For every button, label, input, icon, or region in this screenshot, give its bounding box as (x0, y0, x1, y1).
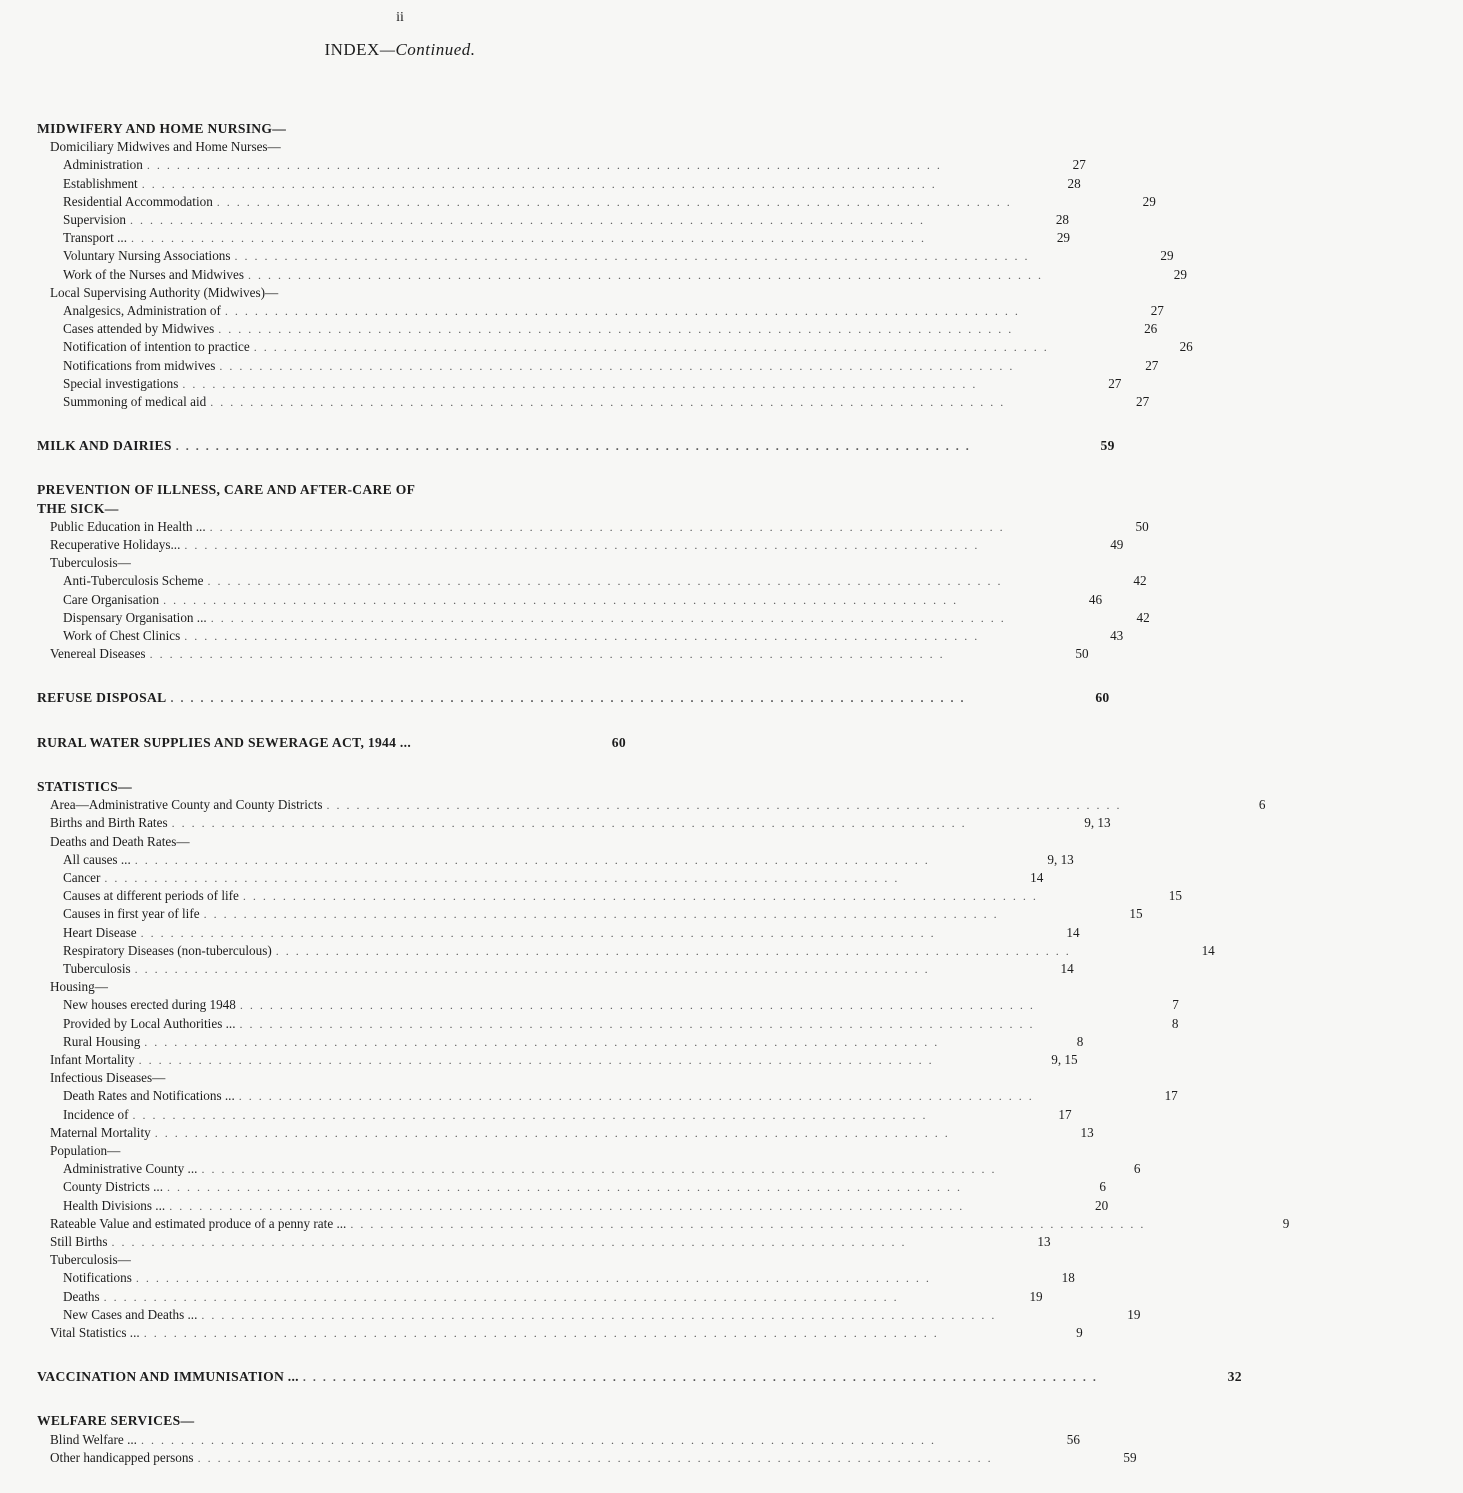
section-heading (0, 120, 800, 138)
section-heading (0, 778, 800, 796)
index-entry-label: Domiciliary Midwives and Home Nurses— (50, 139, 281, 155)
leader-dots: . . . . . . . . . . . . . . . . . . . . . . . . . . . . . . . . . . . . . . . . . . . . . . . . . . . . . . . . . . . . . . . . . . . . . . . . . . . . . . . . (239, 998, 1035, 1013)
index-entry-label: Other handicapped persons (50, 1449, 194, 1465)
index-entry-label: Respiratory Diseases (non-tuberculous) (63, 942, 272, 958)
index-entry (0, 1087, 1178, 1105)
index-entry (0, 1449, 1137, 1467)
index-entry-page: 14 (1066, 924, 1080, 940)
index-entry (0, 1197, 1109, 1215)
index-entry-page: 6 (1133, 1161, 1141, 1177)
page-title (0, 40, 800, 60)
index-entry-page: 9, 13 (1084, 815, 1111, 831)
index-entry (0, 1251, 800, 1269)
index-entry (0, 1288, 1043, 1306)
index-entry-label: Infectious Diseases— (50, 1070, 166, 1086)
index-entry-label: Analgesics, Administration of (63, 303, 221, 319)
leader-dots: . . . . . . . . . . . . . . . . . . . . . . . . . . . . . . . . . . . . . . . . . . . . . . . . . . . . . . . . . . . . . . . . . . . . . . . . . . . . . . . . (170, 691, 966, 706)
leader-dots: . . . . . . . . . . . . . . . . . . . . . . . . . . . . . . . . . . . . . . . . . . . . . . . . . . . . . . . . . . . . . . . . . . . . . . . . . . . . . . . . (201, 1162, 997, 1177)
index-entry-label: Maternal Mortality (50, 1124, 151, 1140)
leader-dots: . . . . . . . . . . . . . . . . . . . . . . . . . . . . . . . . . . . . . . . . . . . . . . . . . . . . . . . . . . . . . . . . . . . . . . . . . . . . . . . . (239, 1016, 1035, 1031)
index-entry (0, 869, 1044, 887)
index-entry-page: 29 (1142, 193, 1156, 209)
index-entry (0, 905, 1143, 923)
index-entry-label: Still Births (50, 1233, 108, 1249)
leader-dots: . . . . . . . . . . . . . . . . . . . . . . . . . . . . . . . . . . . . . . . . . . . . . . . . . . . . . . . . . . . . . . . . . . . . . . . . . . . . . . . . (350, 1216, 1146, 1231)
section-heading (0, 689, 1110, 707)
index-section (0, 1412, 1137, 1467)
index-entry-label: Work of the Nurses and Midwives (63, 266, 244, 282)
index-entry-label: Tuberculosis— (50, 555, 131, 571)
index-entry (0, 393, 1150, 411)
index-entry-page: 15 (1129, 906, 1143, 922)
index-entry-label: Causes in first year of life (63, 906, 200, 922)
index-entry (0, 1306, 1141, 1324)
section-heading-page: 59 (1100, 438, 1115, 454)
section-heading (0, 734, 800, 752)
index-title-main: INDEX (324, 40, 380, 59)
leader-dots: . . . . . . . . . . . . . . . . . . . . . . . . . . . . . . . . . . . . . . . . . . . . . . . . . . . . . . . . . . . . . . . . . . . . . . . . . . . . . . . . (167, 1180, 963, 1195)
leader-dots: . . . . . . . . . . . . . . . . . . . . . . . . . . . . . . . . . . . . . . . . . . . . . . . . . . . . . . . . . . . . . . . . . . . . . . . . . . . . . . . . (140, 1432, 936, 1447)
leader-dots: . . . . . . . . . . . . . . . . . . . . . . . . . . . . . . . . . . . . . . . . . . . . . . . . . . . . . . . . . . . . . . . . . . . . . . . . . . . . . . . . (149, 647, 945, 662)
index-entry-label: Voluntary Nursing Associations (63, 248, 231, 264)
index-entry (0, 1033, 1084, 1051)
leader-dots: . . . . . . . . . . . . . . . . . . . . . . . . . . . . . . . . . . . . . . . . . . . . . . . . . . . . . . . . . . . . . . . . . . . . . . . . . . . . . . . . (182, 376, 978, 391)
index-entry (0, 536, 1124, 554)
index-entry-page: 27 (1108, 375, 1122, 391)
index-entry (0, 518, 1149, 536)
index-entry-label: Tuberculosis (63, 960, 131, 976)
index-entry-label: Recuperative Holidays... (50, 537, 181, 553)
index-entry (0, 320, 1158, 338)
leader-dots: . . . . . . . . . . . . . . . . . . . . . . . . . . . . . . . . . . . . . . . . . . . . . . . . . . . . . . . . . . . . . . . . . . . . . . . . . . . . . . . . (216, 194, 1012, 209)
section-heading-page: 60 (611, 734, 626, 750)
index-entry-label: Venereal Diseases (50, 646, 146, 662)
index-entry (0, 572, 1147, 590)
index-entry-label: Rateable Value and estimated produce of a penny rate ... (50, 1215, 347, 1231)
leader-dots: . . . . . . . . . . . . . . . . . . . . . . . . . . . . . . . . . . . . . . . . . . . . . . . . . . . . . . . . . . . . . . . . . . . . . . . . . . . . . . . . (219, 358, 1015, 373)
index-entry-label: Anti-Tuberculosis Scheme (63, 573, 204, 589)
leader-dots: . . . . . . . . . . . . . . . . . . . . . . . . . . . . . . . . . . . . . . . . . . . . . . . . . . . . . . . . . . . . . . . . . . . . . . . . . . . . . . . . (247, 267, 1043, 282)
section-heading-page: 32 (1227, 1369, 1242, 1385)
leader-dots: . . . . . . . . . . . . . . . . . . . . . . . . . . . . . . . . . . . . . . . . . . . . . . . . . . . . . . . . . . . . . . . . . . . . . . . . . . . . . . . . (203, 907, 999, 922)
leader-dots: . . . . . . . . . . . . . . . . . . . . . . . . . . . . . . . . . . . . . . . . . . . . . . . . . . . . . . . . . . . . . . . . . . . . . . . . . . . . . . . . (135, 1271, 931, 1286)
index-entry-page: 42 (1133, 573, 1147, 589)
index-entry-label: Area—Administrative County and County Districts (50, 797, 323, 813)
index-entry-page: 27 (1145, 357, 1159, 373)
index-entry (0, 1160, 1141, 1178)
leader-dots: . . . . . . . . . . . . . . . . . . . . . . . . . . . . . . . . . . . . . . . . . . . . . . . . . . . . . . . . . . . . . . . . . . . . . . . . . . . . . . . . (132, 1107, 928, 1122)
index-entry-page: 8 (1076, 1033, 1084, 1049)
leader-dots: . . . . . . . . . . . . . . . . . . . . . . . . . . . . . . . . . . . . . . . . . . . . . . . . . . . . . . . . . . . . . . . . . . . . . . . . . . . . . . . . (138, 1052, 934, 1067)
index-entry (0, 1051, 1078, 1069)
index-entry-label: Causes at different periods of life (63, 888, 239, 904)
section-heading-label: WELFARE SERVICES— (37, 1413, 195, 1429)
leader-dots: . . . . . . . . . . . . . . . . . . . . . . . . . . . . . . . . . . . . . . . . . . . . . . . . . . . . . . . . . . . . . . . . . . . . . . . . . . . . . . . . (209, 519, 1005, 534)
index-entry-label: Local Supervising Authority (Midwives)— (50, 284, 279, 300)
index-list (0, 120, 1290, 1493)
leader-dots: . . . . . . . . . . . . . . . . . . . . . . . . . . . . . . . . . . . . . . . . . . . . . . . . . . . . . . . . . . . . . . . . . . . . . . . . . . . . . . . . (103, 1289, 899, 1304)
index-section (0, 778, 1290, 1342)
section-heading: PREVENTION OF ILLNESS, CARE AND AFTER-CARE OF (37, 482, 416, 498)
index-entry (0, 924, 1080, 942)
index-entry-page: 29 (1056, 230, 1070, 246)
index-entry-label: Notifications (63, 1270, 132, 1286)
index-entry (0, 1106, 1072, 1124)
leader-dots: . . . . . . . . . . . . . . . . . . . . . . . . . . . . . . . . . . . . . . . . . . . . . . . . . . . . . . . . . . . . . . . . . . . . . . . . . . . . . . . . (163, 592, 959, 607)
index-entry-label: Work of Chest Clinics (63, 628, 181, 644)
index-entry-page: 19 (1029, 1288, 1043, 1304)
index-entry-label: Deaths (63, 1288, 100, 1304)
index-entry-page: 14 (1060, 960, 1074, 976)
index-entry-label: Death Rates and Notifications ... (63, 1088, 235, 1104)
index-entry-page: 9 (1282, 1215, 1290, 1231)
index-entry (0, 1431, 1080, 1449)
leader-dots: . . . . . . . . . . . . . . . . . . . . . . . . . . . . . . . . . . . . . . . . . . . . . . . . . . . . . . . . . . . . . . . . . . . . . . . . . . . . . . . . (111, 1234, 907, 1249)
index-entry-label: Supervision (63, 212, 127, 228)
index-entry-label: Notifications from midwives (63, 357, 216, 373)
leader-dots: . . . . . . . . . . . . . . . . . . . . . . . . . . . . . . . . . . . . . . . . . . . . . . . . . . . . . . . . . . . . . . . . . . . . . . . . . . . . . . . . (253, 340, 1049, 355)
index-entry-label: County Districts ... (63, 1179, 164, 1195)
index-entry (0, 887, 1182, 905)
index-entry (0, 1124, 1094, 1142)
index-entry-label: Population— (50, 1142, 121, 1158)
section-heading (0, 1368, 1242, 1386)
index-entry-label: Heart Disease (63, 924, 137, 940)
index-entry-label: Administrative County ... (63, 1161, 198, 1177)
index-entry (0, 211, 1070, 229)
index-title-continued: —Continued. (379, 40, 476, 59)
index-entry-page: 49 (1110, 537, 1124, 553)
index-entry (0, 996, 1179, 1014)
leader-dots: . . . . . . . . . . . . . . . . . . . . . . . . . . . . . . . . . . . . . . . . . . . . . . . . . . . . . . . . . . . . . . . . . . . . . . . . . . . . . . . . (207, 574, 1003, 589)
section-heading (0, 1412, 800, 1430)
index-entry-page: 9, 15 (1051, 1051, 1078, 1067)
index-entry-label: Dispensary Organisation ... (63, 609, 207, 625)
index-entry-page: 19 (1127, 1306, 1141, 1322)
index-entry-page: 50 (1075, 646, 1089, 662)
leader-dots: . . . . . . . . . . . . . . . . . . . . . . . . . . . . . . . . . . . . . . . . . . . . . . . . . . . . . . . . . . . . . . . . . . . . . . . . . . . . . . . . (146, 158, 942, 173)
index-entry (0, 554, 800, 572)
index-entry-label: Establishment (63, 175, 138, 191)
index-entry (0, 851, 1074, 869)
index-section (0, 734, 800, 752)
index-entry-label: Care Organisation (63, 591, 160, 607)
leader-dots: . . . . . . . . . . . . . . . . . . . . . . . . . . . . . . . . . . . . . . . . . . . . . . . . . . . . . . . . . . . . . . . . . . . . . . . . . . . . . . . . (238, 1089, 1034, 1104)
index-entry-page: 29 (1173, 266, 1187, 282)
index-entry (0, 1269, 1075, 1287)
index-section (0, 689, 1110, 707)
section-heading-label: MILK AND DAIRIES (37, 438, 172, 454)
index-entry-label: Notification of intention to practice (63, 339, 250, 355)
section-heading-page: 60 (1095, 690, 1110, 706)
leader-dots: . . . . . . . . . . . . . . . . . . . . . . . . . . . . . . . . . . . . . . . . . . . . . . . . . . . . . . . . . . . . . . . . . . . . . . . . . . . . . . . . (242, 889, 1038, 904)
section-heading-cont-label: THE SICK— (37, 500, 119, 516)
page-number: ii (396, 10, 404, 25)
index-entry-page: 14 (1201, 942, 1215, 958)
index-entry-label: Blind Welfare ... (50, 1431, 137, 1447)
leader-dots: . . . . . . . . . . . . . . . . . . . . . . . . . . . . . . . . . . . . . . . . . . . . . . . . . . . . . . . . . . . . . . . . . . . . . . . . . . . . . . . . (134, 852, 930, 867)
index-entry (0, 175, 1081, 193)
index-entry-page: 59 (1123, 1449, 1137, 1465)
leader-dots: . . . . . . . . . . . . . . . . . . . . . . . . . . . . . . . . . . . . . . . . . . . . . . . . . . . . . . . . . . . . . . . . . . . . . . . . . . . . . . . . (175, 439, 971, 454)
leader-dots: . . . . . . . . . . . . . . . . . . . . . . . . . . . . . . . . . . . . . . . . . . . . . . . . . . . . . . . . . . . . . . . . . . . . . . . . . . . . . . . . (169, 1198, 965, 1213)
leader-dots: . . . . . . . . . . . . . . . . . . . . . . . . . . . . . . . . . . . . . . . . . . . . . . . . . . . . . . . . . . . . . . . . . . . . . . . . . . . . . . . . (154, 1125, 950, 1140)
index-entry-page: 26 (1144, 321, 1158, 337)
index-entry-page: 9 (1076, 1324, 1083, 1340)
leader-dots: . . . . . . . . . . . . . . . . . . . . . . . . . . . . . . . . . . . . . . . . . . . . . . . . . . . . . . . . . . . . . . . . . . . . . . . . . . . . . . . . (224, 304, 1020, 319)
index-entry-page: 6 (1258, 797, 1266, 813)
index-entry-page: 56 (1066, 1431, 1080, 1447)
leader-dots: . . . . . . . . . . . . . . . . . . . . . . . . . . . . . . . . . . . . . . . . . . . . . . . . . . . . . . . . . . . . . . . . . . . . . . . . . . . . . . . . (104, 870, 900, 885)
section-heading-label: RURAL WATER SUPPLIES AND SEWERAGE ACT, 1944 ... (37, 734, 412, 750)
index-entry-label: Residential Accommodation (63, 193, 213, 209)
index-entry-page: 8 (1171, 1015, 1179, 1031)
leader-dots: . . . . . . . . . . . . . . . . . . . . . . . . . . . . . . . . . . . . . . . . . . . . . . . . . . . . . . . . . . . . . . . . . . . . . . . . . . . . . . . . (134, 961, 930, 976)
index-entry (0, 1069, 800, 1087)
index-entry-label: New houses erected during 1948 (63, 997, 236, 1013)
index-entry (0, 247, 1174, 265)
index-entry-label: Health Divisions ... (63, 1197, 166, 1213)
section-heading-label: VACCINATION AND IMMUNISATION ... (37, 1369, 299, 1385)
index-entry-page: 27 (1136, 394, 1150, 410)
leader-dots: . . . . . . . . . . . . . . . . . . . . . . . . . . . . . . . . . . . . . . . . . . . . . . . . . . . . . . . . . . . . . . . . . . . . . . . . . . . . . . . . (326, 798, 1122, 813)
index-entry-label: Provided by Local Authorities ... (63, 1015, 236, 1031)
index-entry (0, 338, 1193, 356)
section-heading-label: MIDWIFERY AND HOME NURSING— (37, 121, 287, 136)
leader-dots: . . . . . . . . . . . . . . . . . . . . . . . . . . . . . . . . . . . . . . . . . . . . . . . . . . . . . . . . . . . . . . . . . . . . . . . . . . . . . . . . (197, 1450, 993, 1465)
index-entry-label: Deaths and Death Rates— (50, 833, 190, 849)
index-entry-page: 13 (1080, 1124, 1094, 1140)
index-entry-page: 9, 13 (1047, 851, 1074, 867)
index-entry (0, 978, 800, 996)
index-entry (0, 1178, 1107, 1196)
leader-dots: . . . . . . . . . . . . . . . . . . . . . . . . . . . . . . . . . . . . . . . . . . . . . . . . . . . . . . . . . . . . . . . . . . . . . . . . . . . . . . . . (201, 1307, 997, 1322)
index-entry (0, 357, 1159, 375)
index-entry-label: Tuberculosis— (50, 1252, 131, 1268)
leader-dots: . . . . . . . . . . . . . . . . . . . . . . . . . . . . . . . . . . . . . . . . . . . . . . . . . . . . . . . . . . . . . . . . . . . . . . . . . . . . . . . . (144, 1034, 940, 1049)
index-entry (0, 833, 800, 851)
index-section (0, 437, 1115, 455)
section-heading-cont (0, 500, 800, 518)
leader-dots: . . . . . . . . . . . . . . . . . . . . . . . . . . . . . . . . . . . . . . . . . . . . . . . . . . . . . . . . . . . . . . . . . . . . . . . . . . . . . . . . (171, 816, 967, 831)
index-entry-page: 14 (1030, 869, 1044, 885)
section-heading-label: REFUSE DISPOSAL (37, 690, 167, 706)
index-entry (0, 302, 1164, 320)
leader-dots: . . . . . . . . . . . . . . . . . . . . . . . . . . . . . . . . . . . . . . . . . . . . . . . . . . . . . . . . . . . . . . . . . . . . . . . . . . . . . . . . (141, 176, 937, 191)
index-entry-label: Special investigations (63, 375, 179, 391)
leader-dots: . . . . . . . . . . . . . . . . . . . . . . . . . . . . . . . . . . . . . . . . . . . . . . . . . . . . . . . . . . . . . . . . . . . . . . . . . . . . . . . . (143, 1325, 939, 1340)
leader-dots: . . . . . . . . . . . . . . . . . . . . . . . . . . . . . . . . . . . . . . . . . . . . . . . . . . . . . . . . . . . . . . . . . . . . . . . . . . . . . . . . (130, 213, 926, 228)
index-entry (0, 1215, 1290, 1233)
index-entry-page: 15 (1168, 888, 1182, 904)
index-entry-label: Births and Birth Rates (50, 815, 168, 831)
index-section (0, 1368, 1242, 1386)
index-entry (0, 1233, 1051, 1251)
index-entry (0, 138, 800, 156)
index-section (0, 120, 1193, 411)
index-entry (0, 266, 1187, 284)
index-entry-page: 20 (1095, 1197, 1109, 1213)
index-entry (0, 1324, 1083, 1342)
index-entry-label: All causes ... (63, 851, 131, 867)
leader-dots: . . . . . . . . . . . . . . . . . . . . . . . . . . . . . . . . . . . . . . . . . . . . . . . . . . . . . . . . . . . . . . . . . . . . . . . . . . . . . . . . (140, 925, 936, 940)
index-entry-page: 17 (1164, 1088, 1178, 1104)
index-entry (0, 284, 800, 302)
leader-dots: . . . . . . . . . . . . . . . . . . . . . . . . . . . . . . . . . . . . . . . . . . . . . . . . . . . . . . . . . . . . . . . . . . . . . . . . . . . . . . . . (275, 943, 1071, 958)
index-entry-page: 50 (1135, 518, 1149, 534)
index-entry-page: 26 (1179, 339, 1193, 355)
index-entry-page: 43 (1110, 628, 1124, 644)
index-section (0, 481, 1150, 663)
index-entry (0, 796, 1266, 814)
index-entry-page: 13 (1037, 1233, 1051, 1249)
index-entry (0, 156, 1086, 174)
index-entry (0, 627, 1124, 645)
index-entry-page: 28 (1055, 212, 1070, 228)
index-entry-label: Incidence of (63, 1106, 129, 1122)
index-entry-page: 17 (1058, 1106, 1072, 1122)
index-entry (0, 609, 1150, 627)
index-entry-label: Transport ... (63, 230, 127, 246)
index-entry (0, 645, 1089, 663)
index-entry (0, 193, 1156, 211)
index-entry (0, 229, 1070, 247)
index-entry-page: 6 (1099, 1179, 1107, 1195)
leader-dots: . . . . . . . . . . . . . . . . . . . . . . . . . . . . . . . . . . . . . . . . . . . . . . . . . . . . . . . . . . . . . . . . . . . . . . . . . . . . . . . . (210, 395, 1006, 410)
index-entry-page: 28 (1067, 175, 1081, 191)
index-entry-label: Housing— (50, 979, 108, 995)
index-entry-page: 46 (1088, 591, 1103, 607)
index-entry-page: 29 (1160, 248, 1174, 264)
leader-dots: . . . . . . . . . . . . . . . . . . . . . . . . . . . . . . . . . . . . . . . . . . . . . . . . . . . . . . . . . . . . . . . . . . . . . . . . . . . . . . . . (184, 538, 980, 553)
index-entry-label: New Cases and Deaths ... (63, 1306, 198, 1322)
index-entry-label: Administration (63, 157, 143, 173)
index-entry-label: Cases attended by Midwives (63, 321, 215, 337)
index-entry (0, 375, 1122, 393)
index-entry-label: Vital Statistics ... (50, 1324, 140, 1340)
index-entry-label: Summoning of medical aid (63, 394, 207, 410)
leader-dots: . . . . . . . . . . . . . . . . . . . . . . . . . . . . . . . . . . . . . . . . . . . . . . . . . . . . . . . . . . . . . . . . . . . . . . . . . . . . . . . . (302, 1370, 1098, 1385)
index-entry-page: 18 (1061, 1270, 1075, 1286)
index-entry-label: Public Education in Health ... (50, 518, 206, 534)
index-entry-label: Cancer (63, 869, 101, 885)
section-heading-label: STATISTICS— (37, 778, 132, 794)
index-entry (0, 814, 1111, 832)
index-entry (0, 960, 1074, 978)
leader-dots: . . . . . . . . . . . . . . . . . . . . . . . . . . . . . . . . . . . . . . . . . . . . . . . . . . . . . . . . . . . . . . . . . . . . . . . . . . . . . . . . (210, 610, 1006, 625)
leader-dots: . . . . . . . . . . . . . . . . . . . . . . . . . . . . . . . . . . . . . . . . . . . . . . . . . . . . . . . . . . . . . . . . . . . . . . . . . . . . . . . . (218, 322, 1014, 337)
index-entry-page: 7 (1172, 997, 1179, 1013)
leader-dots: . . . . . . . . . . . . . . . . . . . . . . . . . . . . . . . . . . . . . . . . . . . . . . . . . . . . . . . . . . . . . . . . . . . . . . . . . . . . . . . . (234, 249, 1030, 264)
index-entry-page: 27 (1072, 157, 1086, 173)
index-entry-label: Rural Housing (63, 1033, 141, 1049)
leader-dots: . . . . . . . . . . . . . . . . . . . . . . . . . . . . . . . . . . . . . . . . . . . . . . . . . . . . . . . . . . . . . . . . . . . . . . . . . . . . . . . . (184, 629, 980, 644)
index-entry (0, 591, 1103, 609)
index-entry (0, 1015, 1179, 1033)
leader-dots: . . . . . . . . . . . . . . . . . . . . . . . . . . . . . . . . . . . . . . . . . . . . . . . . . . . . . . . . . . . . . . . . . . . . . . . . . . . . . . . . (131, 231, 926, 246)
index-entry (0, 1142, 800, 1160)
index-entry-label: Infant Mortality (50, 1051, 135, 1067)
section-heading (0, 437, 1115, 455)
index-entry-page: 27 (1150, 303, 1164, 319)
index-entry-page: 42 (1136, 609, 1150, 625)
index-entry (0, 942, 1215, 960)
